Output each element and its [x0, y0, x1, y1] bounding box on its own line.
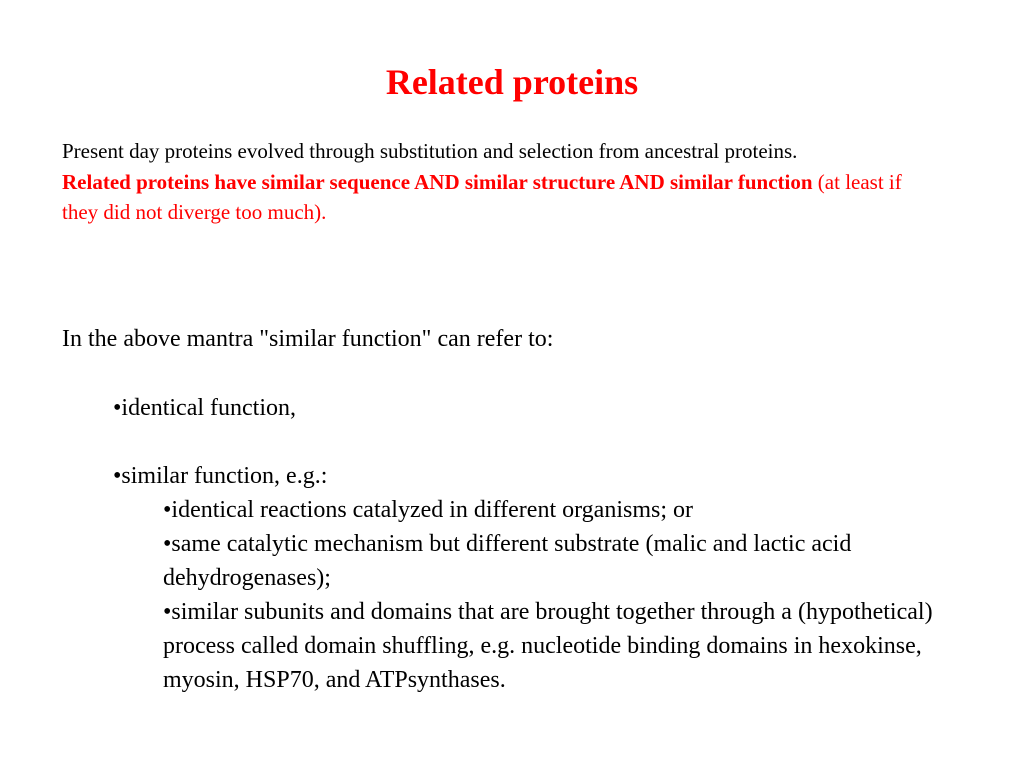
intro-emphasis-rest: (at least if they did not diverge too much). — [62, 169, 902, 224]
mantra-statement: In the above mantra "similar function" can refer to: — [62, 326, 554, 352]
intro-paragraph — [62, 136, 902, 228]
intro-emphasis-bold: Related proteins have similar sequence AND similar structure AND similar function — [62, 169, 813, 194]
slide-title: Related proteins — [385, 62, 639, 102]
intro-emphasis — [62, 167, 902, 228]
sub-bullet-domain-shuffling: •similar subunits and domains that are brought together through a (hypothetical) process called domain shuffling, e.g. nucleotide binding domains in hexokinse, myosin, HSP70, and ATPsynthases. — [163, 599, 933, 693]
sub-bullet-list — [163, 493, 1003, 697]
bullet-identical-function: •identical function, — [113, 395, 297, 421]
bullet-similar-function: •similar function, e.g.: — [113, 463, 328, 489]
intro-line: Present day proteins evolved through substitution and selection from ancestral proteins. — [62, 139, 798, 163]
sub-bullet-same-mechanism: •same catalytic mechanism but different substrate (malic and lactic acid dehydrogenases); — [163, 531, 852, 591]
sub-bullet-identical-reactions: •identical reactions catalyzed in different organisms; or — [163, 497, 693, 523]
